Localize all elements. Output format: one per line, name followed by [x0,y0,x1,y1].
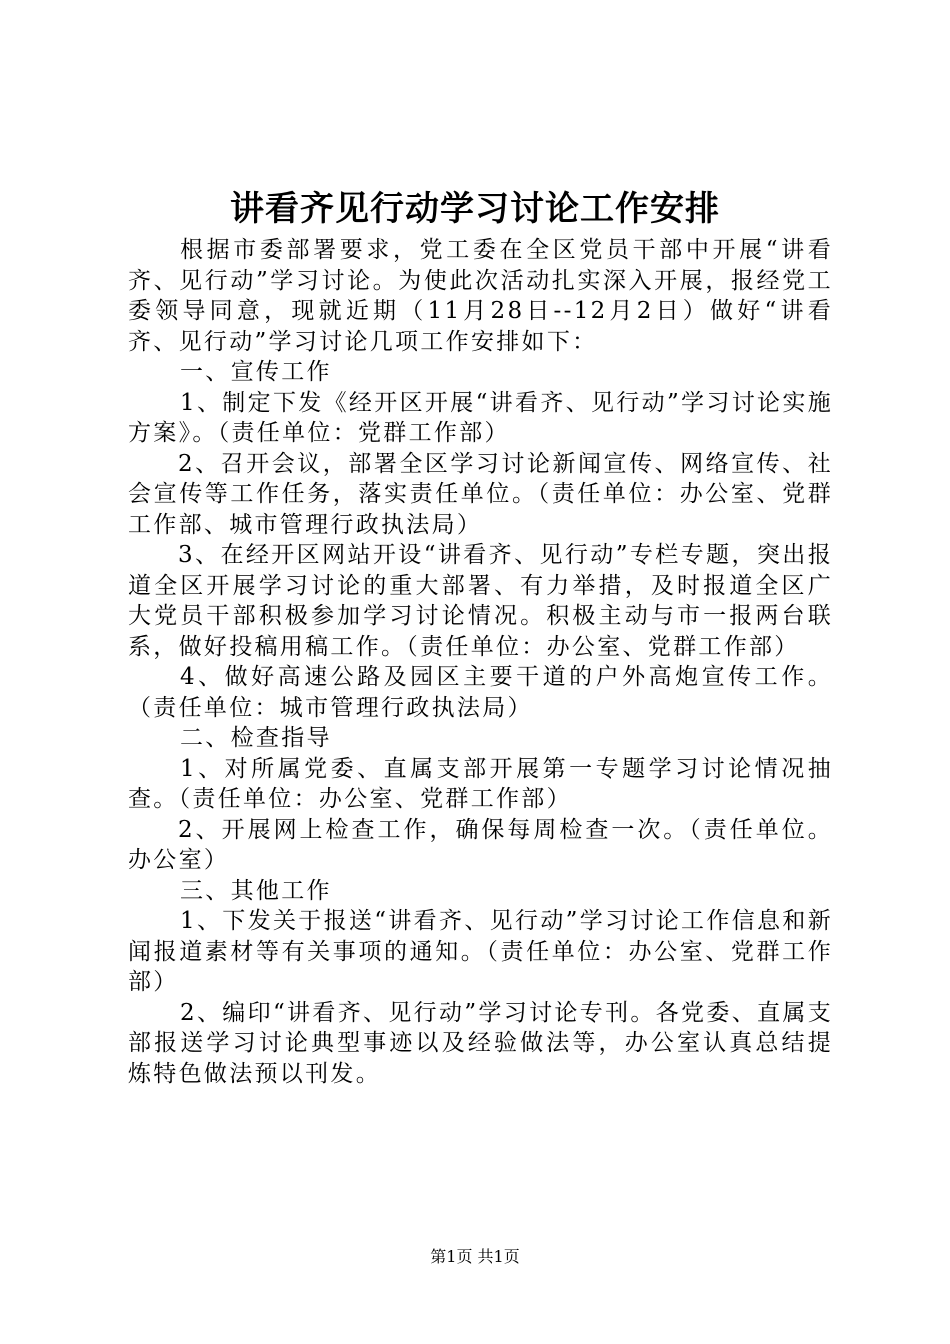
section-heading-publicity: 一、宣传工作 [180,359,332,385]
document-title: 讲看齐见行动学习讨论工作安排 [230,189,720,229]
other-item-1: 1、下发关于报送“讲看齐、见行动”学习讨论工作信息和新闻报道素材等有关事项的通知。（责任单位：办公室、党群工作部） [128,908,833,995]
publicity-item-2: 2、召开会议，部署全区学习讨论新闻宣传、网络宣传、社会宣传等工作任务，落实责任单位。（责任单位：办公室、党群工作部、城市管理行政执法局） [128,450,833,538]
document-body [128,235,833,1089]
publicity-item-4: 4、做好高速公路及园区主要干道的户外高炮宣传工作。（责任单位：城市管理行政执法局） [128,664,833,721]
inspection-item-2: 2、开展网上检查工作，确保每周检查一次。（责任单位。办公室） [128,816,833,873]
section-heading-other: 三、其他工作 [180,877,332,904]
inspection-item-1: 1、对所属党委、直属支部开展第一专题学习讨论情况抽查。（责任单位：办公室、党群工作部） [128,755,833,812]
intro-paragraph: 根据市委部署要求，党工委在全区党员干部中开展“讲看齐、见行动”学习讨论。为使此次活动扎实深入开展，报经党工委领导同意，现就近期（11月28日--12月2日）做好“讲看齐、见行动”学习讨论几项工作安排如下： [128,237,833,355]
section-heading-inspection: 二、检查指导 [180,725,332,751]
page-footer: 第1页 共1页 [430,1247,520,1266]
publicity-item-3: 3、在经开区网站开设“讲看齐、见行动”专栏专题，突出报道全区开展学习讨论的重大部署、有力举措，及时报道全区广大党员干部积极参加学习讨论情况。积极主动与市一报两台联系，做好投稿用稿工作。（责任单位：办公室、党群工作部） [128,542,833,660]
publicity-item-1: 1、制定下发《经开区开展“讲看齐、见行动”学习讨论实施方案》。（责任单位：党群工作部） [128,389,833,446]
other-item-2: 2、编印“讲看齐、见行动”学习讨论专刊。各党委、直属支部报送学习讨论典型事迹以及经验做法等，办公室认真总结提炼特色做法预以刊发。 [128,999,833,1087]
